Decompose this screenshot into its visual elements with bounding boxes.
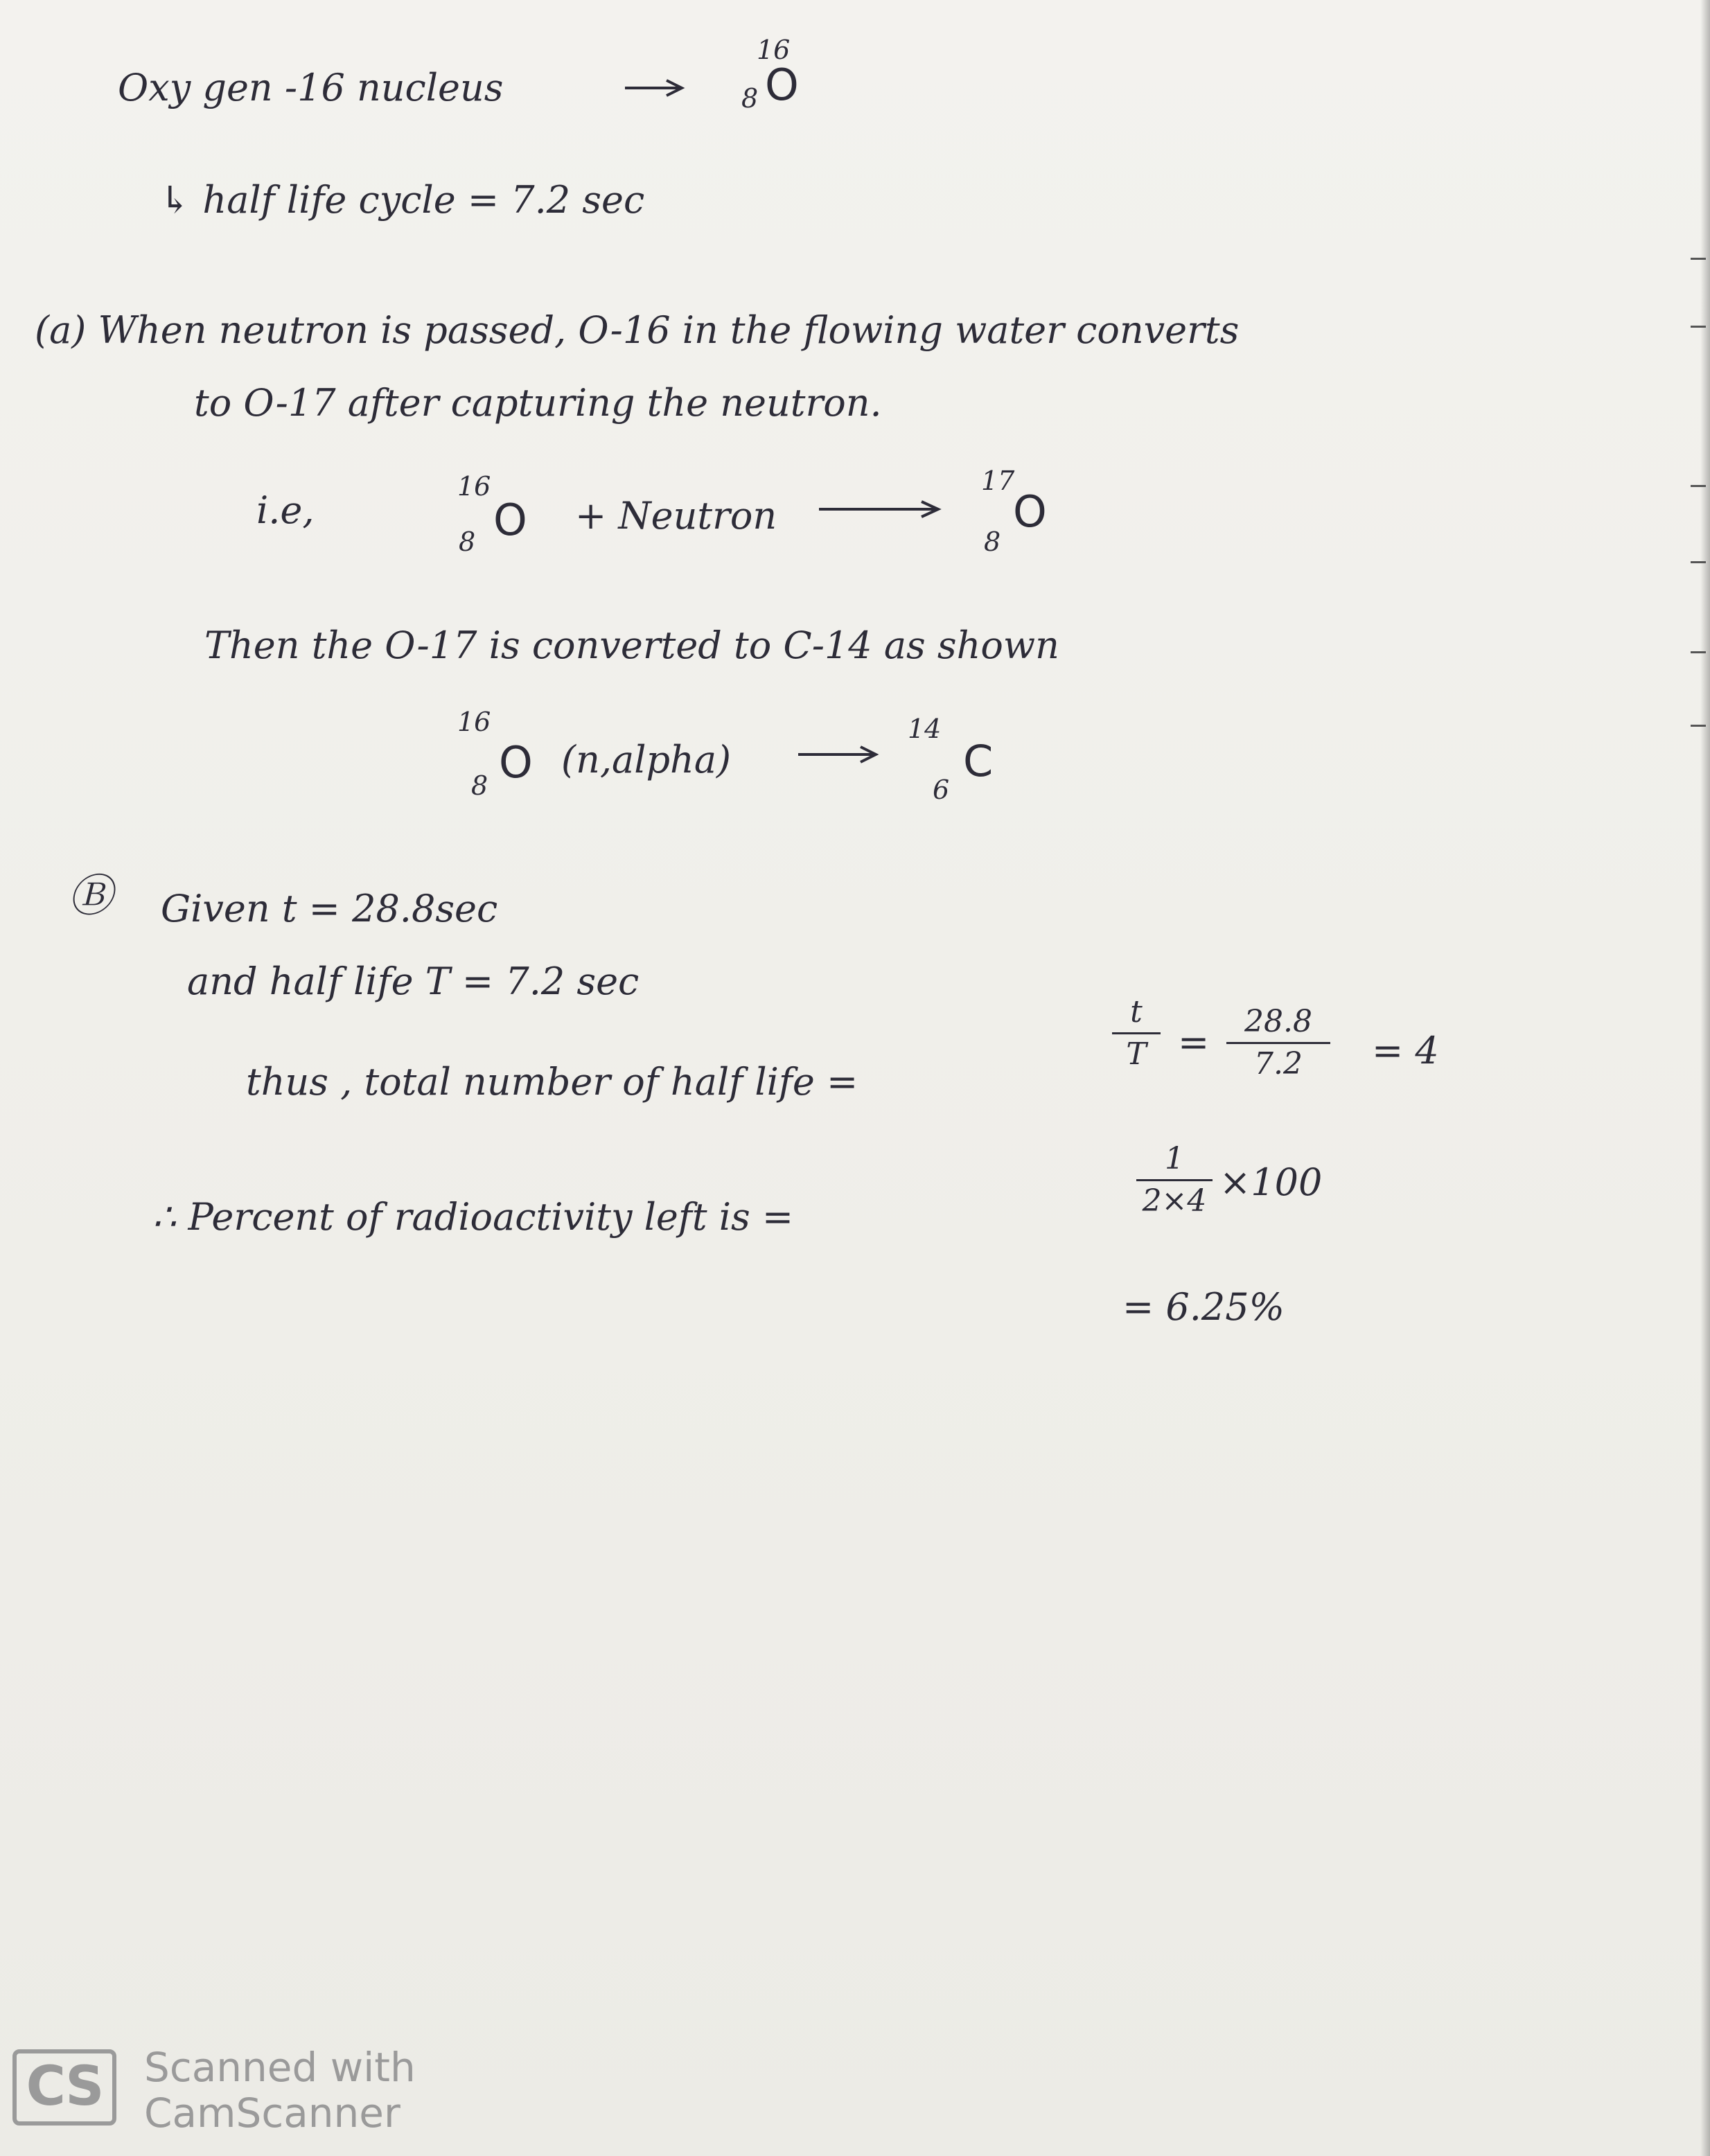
edge-tick xyxy=(1691,485,1706,487)
given-line: Given t = 28.8sec xyxy=(161,887,498,930)
watermark-line-1: Scanned with xyxy=(144,2044,416,2091)
edge-tick xyxy=(1691,561,1706,563)
part-a-line-1: (a) When neutron is passed, O-16 in the flowing water converts xyxy=(35,308,1240,352)
therefore-line: ∴ Percent of radioactivity left is = xyxy=(152,1195,794,1239)
fraction-1-over-2x4: 1 2×4 xyxy=(1136,1143,1213,1217)
edge-tick xyxy=(1691,725,1706,727)
eq1-plus-neutron: + Neutron xyxy=(575,494,777,538)
equals-sign: = xyxy=(1178,1020,1210,1064)
header-line-1: Oxy gen -16 nucleus xyxy=(118,66,504,109)
answer-line: = 6.25% xyxy=(1122,1285,1285,1329)
edge-tick xyxy=(1691,258,1706,260)
camscanner-logo-icon: CS xyxy=(12,2049,116,2126)
edge-tick xyxy=(1691,326,1706,328)
part-b-label: Ⓑ xyxy=(68,871,112,922)
half-life-line: and half life T = 7.2 sec xyxy=(187,960,640,1003)
fraction-t-over-T: t T xyxy=(1112,996,1161,1070)
header-line-2: ↳ half life cycle = 7.2 sec xyxy=(159,178,645,222)
part-a-line-2: to O-17 after capturing the neutron. xyxy=(194,381,882,425)
then-line: Then the O-17 is converted to C-14 as shown xyxy=(204,624,1059,667)
ie-label: i.e, xyxy=(256,488,315,532)
times-100: ×100 xyxy=(1219,1160,1323,1204)
fraction-28-8-over-7-2: 28.8 7.2 xyxy=(1226,1006,1330,1080)
arrow-icon xyxy=(818,499,942,520)
arrow-icon xyxy=(624,78,686,98)
page-edge-shadow xyxy=(1700,0,1710,2156)
camscanner-watermark xyxy=(12,2044,456,2137)
eq2-n-alpha: (n,alpha) xyxy=(561,738,732,781)
edge-tick xyxy=(1691,651,1706,653)
watermark-line-2: CamScanner xyxy=(144,2089,400,2137)
result-four: = 4 xyxy=(1372,1029,1439,1072)
thus-line: thus , total number of half life = xyxy=(246,1060,858,1104)
arrow-icon xyxy=(797,744,880,765)
